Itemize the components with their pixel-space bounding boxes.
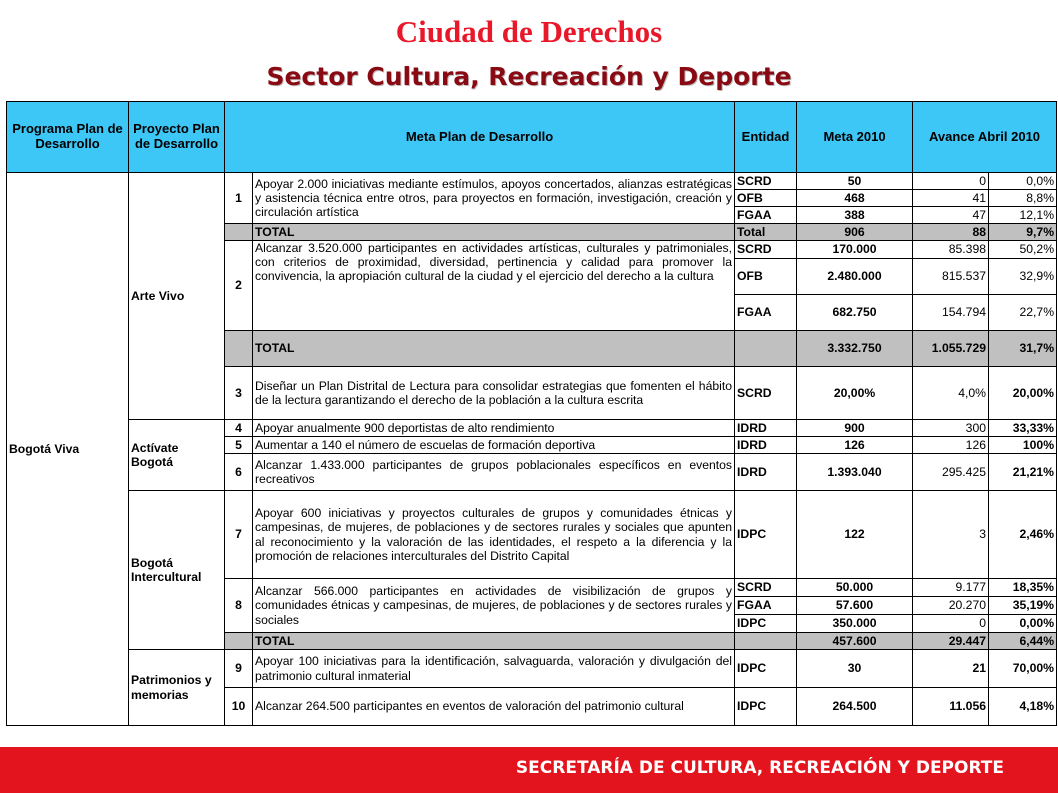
percent-cell: 70,00% <box>989 650 1057 688</box>
percent-cell: 33,33% <box>989 420 1057 437</box>
meta-description: Aumentar a 140 el número de escuelas de formación deportiva <box>253 437 735 454</box>
progress-cell: 0 <box>913 173 989 190</box>
percent-cell: 20,00% <box>989 367 1057 420</box>
goal-cell: 900 <box>797 420 913 437</box>
entity-cell: FGAA <box>735 295 797 331</box>
percent-cell: 32,9% <box>989 259 1057 295</box>
percent-cell: 2,46% <box>989 491 1057 579</box>
percent-cell: 50,2% <box>989 241 1057 259</box>
entity-cell: IDPC <box>735 688 797 726</box>
goal-cell: 388 <box>797 207 913 224</box>
proyecto-arte-vivo: Arte Vivo <box>129 173 225 420</box>
goal-cell: 468 <box>797 190 913 207</box>
header-entidad: Entidad <box>735 102 797 173</box>
entity-cell: OFB <box>735 259 797 295</box>
total-label: TOTAL <box>253 633 735 650</box>
progress-cell: 29.447 <box>913 633 989 650</box>
meta-number: 1 <box>225 173 253 224</box>
meta-number: 2 <box>225 241 253 331</box>
meta-description: Apoyar anualmente 900 deportistas de alto rendimiento <box>253 420 735 437</box>
page-title: Ciudad de Derechos <box>395 14 663 49</box>
entity-cell: OFB <box>735 190 797 207</box>
progress-cell: 815.537 <box>913 259 989 295</box>
goal-cell: 3.332.750 <box>797 331 913 367</box>
goal-cell: 50.000 <box>797 579 913 597</box>
percent-cell: 0,00% <box>989 615 1057 633</box>
entity-cell: SCRD <box>735 367 797 420</box>
meta-number: 9 <box>225 650 253 688</box>
meta-number: 3 <box>225 367 253 420</box>
entity-cell: IDPC <box>735 491 797 579</box>
entity-cell: SCRD <box>735 173 797 190</box>
meta-description: Apoyar 100 iniciativas para la identificación, salvaguarda, valoración y divulgación del patrimonio cultural inmaterial <box>253 650 735 688</box>
meta-description: Alcanzar 1.433.000 participantes de grupos poblacionales específicos en eventos recreativos <box>253 454 735 491</box>
header-meta: Meta Plan de Desarrollo <box>225 102 735 173</box>
empty-cell <box>735 331 797 367</box>
progress-cell: 1.055.729 <box>913 331 989 367</box>
proyecto-patrimonios: Patrimonios y memorias <box>129 650 225 726</box>
meta-number: 7 <box>225 491 253 579</box>
goal-cell: 682.750 <box>797 295 913 331</box>
progress-cell: 300 <box>913 420 989 437</box>
entity-cell: IDPC <box>735 615 797 633</box>
percent-cell: 100% <box>989 437 1057 454</box>
progress-cell: 0 <box>913 615 989 633</box>
goal-cell: 50 <box>797 173 913 190</box>
progress-cell: 20.270 <box>913 597 989 615</box>
progress-cell: 295.425 <box>913 454 989 491</box>
goal-cell: 126 <box>797 437 913 454</box>
progress-cell: 47 <box>913 207 989 224</box>
empty-cell <box>225 331 253 367</box>
goal-cell: 2.480.000 <box>797 259 913 295</box>
meta-number: 10 <box>225 688 253 726</box>
entity-cell: IDRD <box>735 437 797 454</box>
percent-cell: 4,18% <box>989 688 1057 726</box>
progress-cell: 154.794 <box>913 295 989 331</box>
progress-cell: 21 <box>913 650 989 688</box>
empty-cell <box>225 633 253 650</box>
proyecto-activate: Actívate Bogotá <box>129 420 225 491</box>
total-label: TOTAL <box>253 331 735 367</box>
progress-cell: 41 <box>913 190 989 207</box>
percent-cell: 31,7% <box>989 331 1057 367</box>
progress-cell: 4,0% <box>913 367 989 420</box>
goal-cell: 906 <box>797 224 913 241</box>
progress-cell: 9.177 <box>913 579 989 597</box>
percent-cell: 12,1% <box>989 207 1057 224</box>
entity-cell: SCRD <box>735 579 797 597</box>
table-row <box>7 173 1057 190</box>
total-label: TOTAL <box>253 224 735 241</box>
percent-cell: 22,7% <box>989 295 1057 331</box>
goals-table <box>6 101 1057 726</box>
meta-number: 6 <box>225 454 253 491</box>
footer-text: SECRETARÍA DE CULTURA, RECREACIÓN Y DEPORTE <box>515 758 1004 778</box>
progress-cell: 126 <box>913 437 989 454</box>
percent-cell: 8,8% <box>989 190 1057 207</box>
meta-number: 4 <box>225 420 253 437</box>
entity-cell: IDRD <box>735 454 797 491</box>
progress-cell: 11.056 <box>913 688 989 726</box>
meta-number: 8 <box>225 579 253 633</box>
proyecto-intercultural: Bogotá Intercultural <box>129 491 225 650</box>
footer-bar <box>0 747 1058 793</box>
entity-cell: IDRD <box>735 420 797 437</box>
header-programa: Programa Plan de Desarrollo <box>7 102 129 173</box>
header-row <box>7 102 1057 173</box>
entity-cell: SCRD <box>735 241 797 259</box>
entity-cell: FGAA <box>735 207 797 224</box>
empty-cell <box>225 224 253 241</box>
empty-cell <box>735 633 797 650</box>
meta-description: Apoyar 2.000 iniciativas mediante estímulos, apoyos concertados, alianzas estratégicas y asistencia técnica entre otros, para proyectos en formación, investigación, creación y circulación artística <box>253 173 735 224</box>
header-proyecto: Proyecto Plan de Desarrollo <box>129 102 225 173</box>
percent-cell: 6,44% <box>989 633 1057 650</box>
entity-cell: FGAA <box>735 597 797 615</box>
percent-cell: 21,21% <box>989 454 1057 491</box>
programa-cell: Bogotá Viva <box>7 173 129 726</box>
percent-cell: 0,0% <box>989 173 1057 190</box>
progress-cell: 85.398 <box>913 241 989 259</box>
goal-cell: 350.000 <box>797 615 913 633</box>
meta-description: Apoyar 600 iniciativas y proyectos culturales de grupos y comunidades étnicas y campesinas, de mujeres, de poblaciones y de sectores rurales y sociales que apunten al reconocimiento y la valoración de las identidades, el respeto a la diferencia y la promoción de relaciones interculturales del Distrito Capital <box>253 491 735 579</box>
goal-cell: 457.600 <box>797 633 913 650</box>
table-row <box>7 420 1057 437</box>
meta-description: Diseñar un Plan Distrital de Lectura para consolidar estrategias que fomenten el hábito de la lectura garantizando el derecho de la población a la cultura escrita <box>253 367 735 420</box>
header-meta-2010: Meta 2010 <box>797 102 913 173</box>
meta-description: Alcanzar 566.000 participantes en actividades de visibilización de grupos y comunidades étnicas y campesinas, de mujeres, de poblaciones y de sectores rurales y sociales <box>253 579 735 633</box>
goal-cell: 20,00% <box>797 367 913 420</box>
header-avance: Avance Abril 2010 <box>913 102 1057 173</box>
goal-cell: 1.393.040 <box>797 454 913 491</box>
meta-description: Alcanzar 264.500 participantes en eventos de valoración del patrimonio cultural <box>253 688 735 726</box>
table-row <box>7 650 1057 688</box>
goal-cell: 264.500 <box>797 688 913 726</box>
entity-cell: IDPC <box>735 650 797 688</box>
progress-cell: 88 <box>913 224 989 241</box>
meta-description: Alcanzar 3.520.000 participantes en actividades artísticas, culturales y patrimoniales, con criterios de proximidad, diversidad, pertinencia y calidad para promover la convivencia, la apropiación cultural de la ciudad y el ejercicio del derecho a la cultura <box>253 241 735 331</box>
table-row <box>7 491 1057 579</box>
percent-cell: 35,19% <box>989 597 1057 615</box>
entity-cell: Total <box>735 224 797 241</box>
percent-cell: 9,7% <box>989 224 1057 241</box>
goal-cell: 122 <box>797 491 913 579</box>
progress-cell: 3 <box>913 491 989 579</box>
goal-cell: 170.000 <box>797 241 913 259</box>
meta-number: 5 <box>225 437 253 454</box>
page-subtitle: Sector Cultura, Recreación y Deporte <box>266 62 792 91</box>
goal-cell: 30 <box>797 650 913 688</box>
percent-cell: 18,35% <box>989 579 1057 597</box>
goal-cell: 57.600 <box>797 597 913 615</box>
